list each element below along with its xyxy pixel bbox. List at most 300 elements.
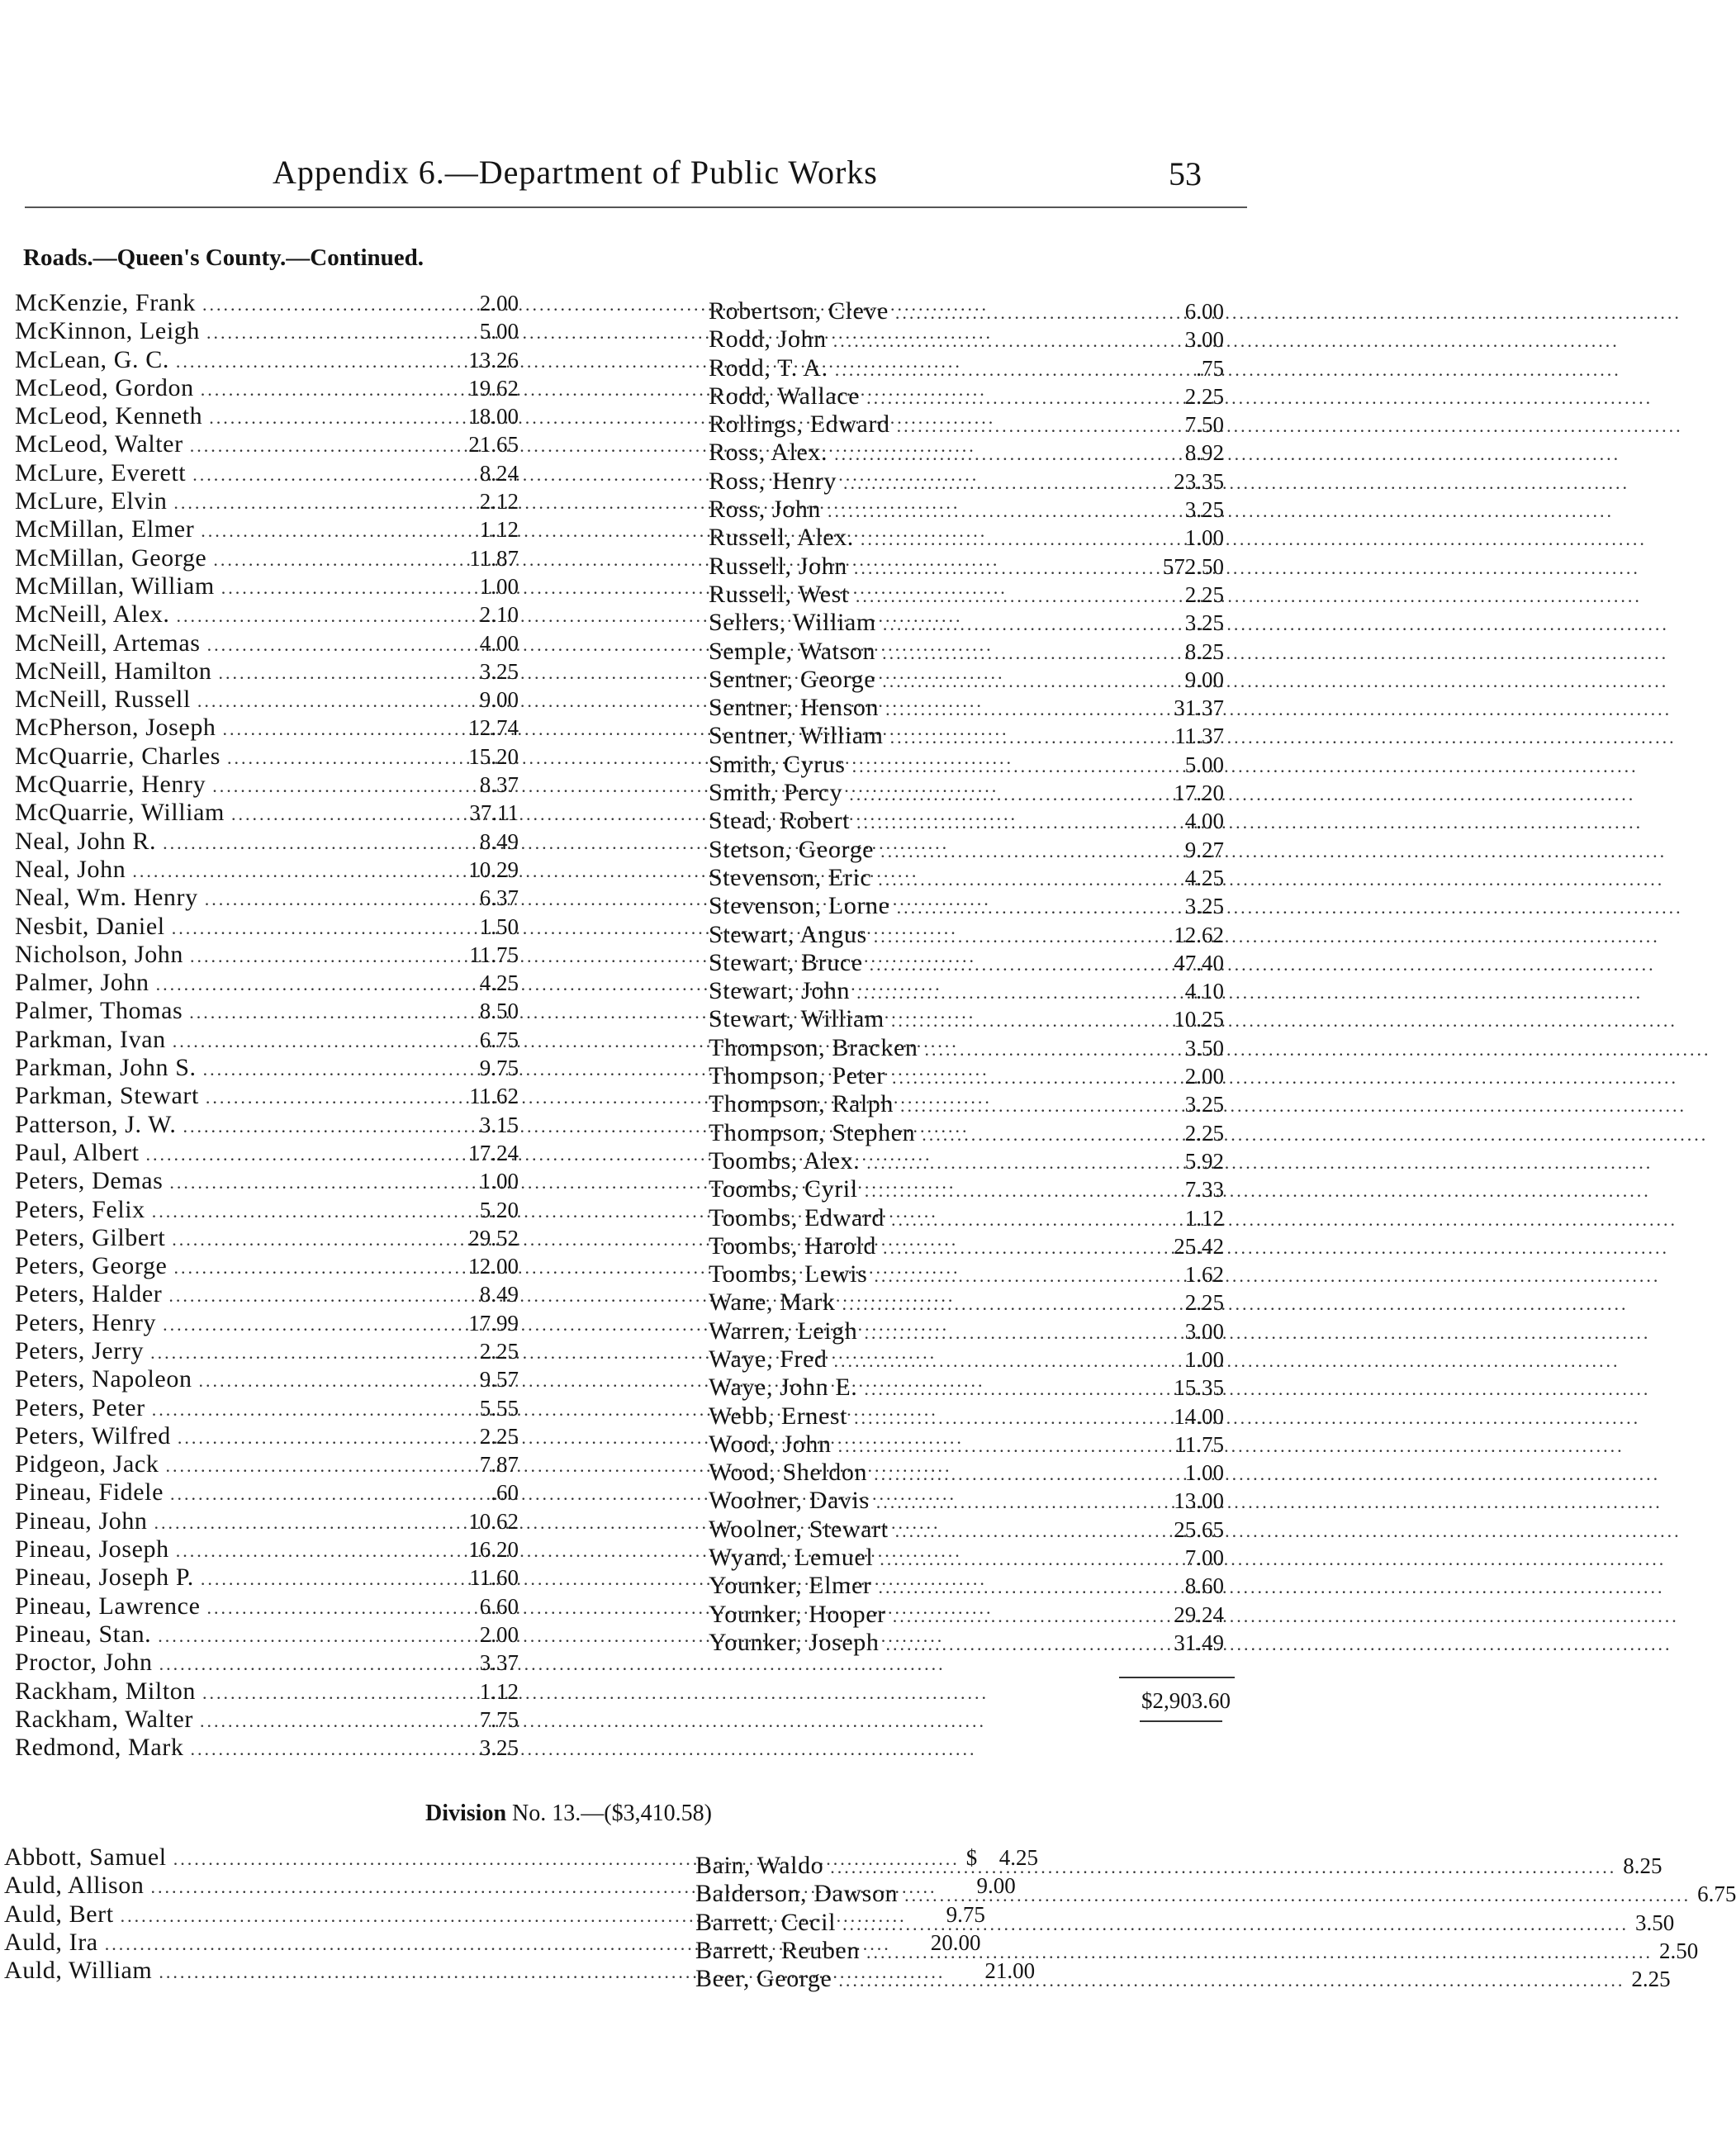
entry-name-wrap bbox=[709, 694, 1122, 724]
entry-name-wrap bbox=[15, 1280, 428, 1310]
dot-leader bbox=[866, 1942, 1653, 1962]
entry-amount: 1.12 bbox=[479, 1678, 519, 1704]
entry-name-wrap bbox=[15, 1026, 428, 1056]
entry-amount: 5.20 bbox=[479, 1197, 519, 1222]
entry-name: Younker, Joseph bbox=[709, 1628, 880, 1656]
entry-name-wrap bbox=[15, 515, 428, 545]
entry-name: Pineau, John bbox=[15, 1507, 148, 1535]
entry-name: McLure, Elvin bbox=[15, 487, 168, 515]
entry-name: Younker, Elmer bbox=[709, 1572, 872, 1600]
list-item bbox=[709, 807, 1237, 835]
entry-name-wrap bbox=[709, 496, 1122, 525]
list-item bbox=[15, 1563, 560, 1592]
entry-name-wrap bbox=[709, 1374, 1122, 1403]
entry-name: Rodd, Wallace bbox=[709, 382, 861, 410]
entry-amount: 2.50 bbox=[1658, 1938, 1699, 1963]
entry-amount: 10.62 bbox=[468, 1508, 519, 1534]
entry-name-wrap bbox=[709, 722, 1122, 752]
list-item bbox=[709, 1572, 1237, 1600]
list-item bbox=[709, 496, 1237, 524]
entry-amount: 3.25 bbox=[1184, 894, 1224, 919]
entry-name-wrap bbox=[709, 836, 1122, 866]
total-value: $2,903.60 bbox=[1141, 1688, 1231, 1713]
entry-amount: 23.35 bbox=[1174, 468, 1224, 494]
list-item bbox=[15, 1422, 560, 1450]
entry-name-wrap bbox=[709, 751, 1122, 781]
entry-name: Russell, West bbox=[709, 580, 849, 608]
list-item bbox=[709, 1062, 1237, 1090]
entry-name-wrap bbox=[15, 1734, 428, 1763]
entry-name: McKenzie, Frank bbox=[15, 289, 196, 316]
division-number: No. 13.—($3,410.58) bbox=[512, 1801, 712, 1826]
entry-name-wrap bbox=[15, 1139, 428, 1169]
entry-name: Peters, Jerry bbox=[15, 1336, 145, 1364]
entry-name-wrap bbox=[709, 1572, 1122, 1601]
list-item bbox=[709, 524, 1237, 552]
entry-amount: 15.35 bbox=[1174, 1375, 1224, 1401]
list-item bbox=[15, 743, 560, 771]
list-item bbox=[15, 1734, 560, 1762]
entry-amount: 8.50 bbox=[479, 999, 519, 1024]
entry-amount: 7.75 bbox=[479, 1706, 519, 1732]
entry-name-wrap bbox=[695, 1965, 1631, 1995]
list-item bbox=[15, 1337, 560, 1365]
entry-name: McPherson, Joseph bbox=[15, 714, 216, 742]
dot-leader bbox=[835, 356, 1621, 384]
entry-amount: 29.52 bbox=[468, 1225, 519, 1250]
entry-name-wrap bbox=[15, 430, 428, 460]
entry-amount: 8.49 bbox=[479, 1282, 519, 1307]
division-heading bbox=[425, 1801, 712, 1827]
dot-leader bbox=[856, 809, 1643, 837]
entry-amount: 16.20 bbox=[468, 1537, 519, 1563]
dot-leader bbox=[834, 1347, 1620, 1375]
header-rule bbox=[25, 206, 1247, 208]
list-item bbox=[709, 581, 1237, 609]
entry-name-wrap bbox=[15, 884, 428, 913]
list-item bbox=[709, 722, 1237, 750]
entry-name: Beer, George bbox=[695, 1965, 832, 1993]
entry-amount: 20.00 bbox=[930, 1929, 981, 1955]
entry-name-wrap bbox=[709, 1288, 1122, 1318]
entry-name: McMillan, William bbox=[15, 572, 215, 600]
entry-amount: 13.00 bbox=[1174, 1488, 1224, 1514]
entry-amount: 8.24 bbox=[479, 460, 519, 486]
entry-amount: 29.24 bbox=[1174, 1601, 1224, 1627]
entry-amount: 3.15 bbox=[479, 1112, 519, 1137]
entry-name: McLean, G. C. bbox=[15, 345, 169, 373]
entry-name: McKinnon, Leigh bbox=[15, 317, 200, 345]
entry-name: Barrett, Cecil bbox=[695, 1908, 837, 1936]
entry-name-wrap bbox=[15, 459, 428, 489]
list-item bbox=[709, 609, 1237, 637]
list-item bbox=[15, 374, 560, 402]
entry-amount: 19.62 bbox=[468, 375, 519, 401]
entry-name-wrap bbox=[695, 1909, 1635, 1938]
entry-name-wrap bbox=[15, 969, 428, 999]
entry-name: Stetson, George bbox=[709, 835, 875, 863]
entry-amount: 1.00 bbox=[479, 573, 519, 599]
dot-leader bbox=[922, 1121, 1708, 1149]
dot-leader bbox=[878, 866, 1664, 894]
entry-amount: 1.00 bbox=[1184, 525, 1224, 551]
list-item bbox=[709, 1260, 1237, 1288]
entry-name-wrap bbox=[709, 1345, 1122, 1375]
entry-name-wrap bbox=[695, 1937, 1659, 1967]
dot-leader bbox=[880, 837, 1667, 866]
entry-amount: 7.50 bbox=[1184, 412, 1224, 438]
entry-name-wrap bbox=[15, 1592, 428, 1622]
entry-name: Auld, Bert bbox=[4, 1900, 114, 1928]
entry-name-wrap bbox=[15, 1365, 428, 1395]
dot-leader bbox=[878, 1573, 1664, 1601]
entry-name: Patterson, J. W. bbox=[15, 1110, 177, 1138]
entry-amount: 11.62 bbox=[469, 1084, 519, 1109]
entry-amount: 5.00 bbox=[479, 319, 519, 344]
entry-name-wrap bbox=[15, 1563, 428, 1593]
dot-leader bbox=[864, 1375, 1650, 1403]
list-item bbox=[15, 1620, 560, 1649]
dot-leader bbox=[842, 1290, 1629, 1318]
entry-amount: 4.10 bbox=[1184, 979, 1224, 1004]
list-item bbox=[709, 892, 1237, 920]
entry-name-wrap bbox=[15, 1054, 428, 1084]
entry-name: Woolner, Davis bbox=[709, 1487, 870, 1515]
division-label: Division bbox=[425, 1801, 507, 1826]
entry-name: Wood, John bbox=[709, 1430, 832, 1458]
list-item bbox=[709, 779, 1237, 807]
entry-name: Toombs, Lewis bbox=[709, 1260, 868, 1288]
dot-leader bbox=[897, 412, 1683, 440]
list-item bbox=[15, 1082, 560, 1110]
list-item bbox=[15, 544, 560, 572]
dot-leader bbox=[895, 299, 1681, 327]
list-item bbox=[15, 1450, 560, 1478]
entry-amount: 25.42 bbox=[1174, 1233, 1224, 1259]
entry-name: McLure, Everett bbox=[15, 458, 187, 486]
entry-amount: 2.00 bbox=[479, 291, 519, 316]
entry-name: Nesbit, Daniel bbox=[15, 912, 165, 940]
dot-leader bbox=[883, 1234, 1669, 1262]
entry-name: Rollings, Edward bbox=[709, 410, 890, 439]
dot-leader bbox=[895, 1517, 1681, 1545]
entry-amount: 25.65 bbox=[1174, 1516, 1224, 1542]
list-item bbox=[709, 1345, 1237, 1374]
right-column bbox=[709, 297, 1237, 1657]
total-underline bbox=[1140, 1720, 1222, 1722]
entry-name-wrap bbox=[709, 297, 1122, 327]
entry-name: Peters, Felix bbox=[15, 1195, 145, 1223]
list-item bbox=[15, 714, 560, 742]
list-item bbox=[709, 297, 1237, 325]
list-item bbox=[15, 1196, 560, 1224]
entry-name: McNeill, Alex. bbox=[15, 600, 170, 629]
entry-amount: 3.25 bbox=[1184, 497, 1224, 523]
entry-amount: 17.20 bbox=[1174, 781, 1224, 806]
entry-name-wrap bbox=[15, 1196, 428, 1226]
list-item bbox=[15, 1394, 560, 1422]
entry-name: Stewart, Bruce bbox=[709, 948, 863, 976]
entry-amount: 4.25 bbox=[998, 1845, 1038, 1870]
entry-name: Auld, William bbox=[4, 1957, 153, 1985]
entry-amount: 7.00 bbox=[1184, 1545, 1224, 1571]
page-number: 53 bbox=[1169, 155, 1202, 192]
dot-leader bbox=[892, 1064, 1678, 1092]
left-column bbox=[15, 289, 560, 1762]
dot-leader bbox=[883, 610, 1669, 638]
dot-leader bbox=[893, 1602, 1679, 1630]
entry-amount: 31.49 bbox=[1174, 1630, 1224, 1655]
entry-amount: 13.26 bbox=[468, 347, 519, 372]
entry-name: Toombs, Cyril bbox=[709, 1175, 858, 1203]
list-item bbox=[709, 949, 1237, 977]
entry-name: Peters, Wilfred bbox=[15, 1421, 171, 1450]
list-item bbox=[15, 430, 560, 458]
dot-leader bbox=[190, 1735, 976, 1763]
entry-amount: 1.00 bbox=[1184, 1460, 1224, 1486]
list-item bbox=[15, 657, 560, 686]
entry-name: Thompson, Bracken bbox=[709, 1033, 918, 1061]
entry-name-wrap bbox=[695, 1852, 1623, 1881]
entry-name: Abbott, Samuel bbox=[4, 1843, 167, 1871]
entry-name-wrap bbox=[15, 686, 428, 715]
entry-amount: 1.00 bbox=[1184, 1346, 1224, 1372]
entry-name: Paul, Albert bbox=[15, 1138, 140, 1166]
dot-leader bbox=[842, 1914, 1629, 1934]
dot-leader bbox=[856, 979, 1643, 1007]
entry-amount: 8.92 bbox=[1184, 440, 1224, 466]
entry-name-wrap bbox=[709, 1431, 1122, 1460]
entry-amount: 2.25 bbox=[1184, 581, 1224, 607]
entry-name-wrap bbox=[15, 1507, 428, 1537]
list-item bbox=[15, 1309, 560, 1337]
entry-name-wrap bbox=[695, 1880, 1697, 1910]
list-item bbox=[15, 799, 560, 827]
entry-name: Wood, Sheldon bbox=[709, 1459, 868, 1487]
entry-name: Neal, John bbox=[15, 855, 126, 883]
dot-leader bbox=[833, 327, 1620, 355]
list-item bbox=[709, 921, 1237, 949]
list-item bbox=[695, 1852, 1662, 1880]
entry-name: Peters, Halder bbox=[15, 1280, 163, 1308]
list-item bbox=[15, 629, 560, 657]
entry-name-wrap bbox=[15, 1677, 428, 1707]
entry-name: Peters, Demas bbox=[15, 1167, 164, 1195]
entry-name: Stewart, William bbox=[709, 1005, 885, 1033]
dot-leader bbox=[834, 440, 1620, 468]
list-item bbox=[709, 977, 1237, 1005]
entry-amount: 31.37 bbox=[1174, 695, 1224, 721]
entry-name-wrap bbox=[709, 1204, 1122, 1234]
entry-name: Auld, Ira bbox=[4, 1928, 98, 1956]
entry-amount: 1.62 bbox=[1184, 1262, 1224, 1288]
entry-amount: 6.60 bbox=[479, 1593, 519, 1619]
entry-name-wrap bbox=[709, 949, 1122, 979]
entry-name: Pineau, Lawrence bbox=[15, 1592, 201, 1620]
entry-name-wrap bbox=[709, 553, 1122, 582]
entry-amount: 3.25 bbox=[479, 658, 519, 684]
list-item bbox=[709, 1175, 1237, 1203]
entry-name-wrap bbox=[709, 1402, 1122, 1432]
entry-name: Peters, Napoleon bbox=[15, 1365, 192, 1393]
entry-name: Wyand, Lemuel bbox=[709, 1544, 874, 1572]
entry-amount: 6.00 bbox=[1184, 299, 1224, 324]
entry-amount: 10.25 bbox=[1174, 1007, 1224, 1032]
entry-amount: 9.75 bbox=[479, 1056, 519, 1081]
entry-name: Rackham, Milton bbox=[15, 1677, 196, 1705]
dot-leader bbox=[838, 1970, 1625, 1991]
dot-leader bbox=[882, 667, 1668, 695]
entry-amount: 37.11 bbox=[469, 800, 519, 826]
list-item bbox=[709, 1204, 1237, 1232]
entry-amount: 4.25 bbox=[1184, 865, 1224, 890]
entry-name: McLeod, Gordon bbox=[15, 373, 194, 401]
dot-leader bbox=[866, 384, 1653, 412]
entry-amount: 4.00 bbox=[1184, 809, 1224, 834]
dot-leader bbox=[864, 1319, 1650, 1347]
entry-name: Waye, Fred bbox=[709, 1345, 828, 1373]
list-item bbox=[709, 1431, 1237, 1459]
entry-name-wrap bbox=[709, 921, 1122, 951]
dot-leader bbox=[874, 923, 1660, 951]
dot-leader bbox=[856, 582, 1642, 610]
entry-name-wrap bbox=[709, 1147, 1122, 1177]
list-item bbox=[709, 467, 1237, 496]
entry-amount: 3.50 bbox=[1184, 1035, 1224, 1061]
entry-name-wrap bbox=[709, 1005, 1122, 1035]
list-item bbox=[709, 382, 1237, 410]
list-item bbox=[709, 1374, 1237, 1402]
entry-amount: 2.25 bbox=[1184, 383, 1224, 409]
entry-name: McQuarrie, Charles bbox=[15, 742, 221, 770]
entry-amount: 1.12 bbox=[1184, 1205, 1224, 1231]
list-item bbox=[15, 771, 560, 799]
entry-amount: 11.75 bbox=[1174, 1431, 1224, 1457]
entry-name: Pineau, Stan. bbox=[15, 1620, 152, 1648]
list-item bbox=[695, 1965, 1671, 1993]
dot-leader bbox=[838, 1432, 1625, 1460]
entry-amount: 2.00 bbox=[1184, 1064, 1224, 1089]
list-item bbox=[15, 1280, 560, 1308]
entry-name: Pidgeon, Jack bbox=[15, 1450, 159, 1478]
entry-amount: 3.50 bbox=[1635, 1910, 1675, 1935]
dot-leader bbox=[891, 1007, 1677, 1035]
list-item bbox=[709, 1005, 1237, 1033]
entry-amount: 2.25 bbox=[1631, 1967, 1671, 1992]
entry-name: Russell, John bbox=[709, 552, 847, 580]
entry-name-wrap bbox=[15, 1082, 428, 1112]
entry-name-wrap bbox=[709, 1034, 1122, 1064]
entry-amount: 5.92 bbox=[1184, 1148, 1224, 1174]
entry-name: McMillan, Elmer bbox=[15, 515, 195, 543]
list-item bbox=[709, 1034, 1237, 1062]
list-item bbox=[709, 1147, 1237, 1175]
entry-name: Rodd, T. A. bbox=[709, 354, 828, 382]
entry-name-wrap bbox=[709, 1232, 1122, 1262]
list-item bbox=[15, 686, 560, 714]
list-item bbox=[15, 1535, 560, 1563]
entry-name-wrap bbox=[15, 1224, 428, 1254]
entry-name-wrap bbox=[709, 1629, 1122, 1658]
entry-amount: 21.00 bbox=[984, 1958, 1036, 1984]
list-item bbox=[15, 1649, 560, 1677]
entry-amount: 2.12 bbox=[479, 489, 519, 515]
entry-amount: 7.33 bbox=[1184, 1177, 1224, 1203]
list-item bbox=[709, 1459, 1237, 1487]
entry-name-wrap bbox=[15, 1394, 428, 1424]
entry-amount: 7.87 bbox=[479, 1452, 519, 1478]
list-item bbox=[15, 969, 560, 997]
list-item bbox=[709, 1402, 1237, 1431]
dot-leader bbox=[849, 781, 1635, 809]
entry-name-wrap bbox=[15, 289, 428, 319]
entry-name: Nicholson, John bbox=[15, 940, 183, 968]
entry-name: Warren, Leigh bbox=[709, 1317, 858, 1345]
entry-name: Toombs, Harold bbox=[709, 1231, 876, 1260]
entry-amount: 9.75 bbox=[946, 1901, 985, 1927]
dot-leader bbox=[924, 1036, 1710, 1064]
entry-name: Ross, Henry bbox=[709, 467, 837, 495]
entry-name-wrap bbox=[15, 1309, 428, 1339]
list-item bbox=[15, 1365, 560, 1393]
entry-amount: 4.00 bbox=[479, 630, 519, 656]
entry-name: McNeill, Artemas bbox=[15, 629, 201, 657]
entry-name: Waye, John E. bbox=[709, 1374, 858, 1402]
entry-name: McLeod, Kenneth bbox=[15, 402, 203, 430]
entry-name-wrap bbox=[709, 581, 1122, 610]
division-right-column bbox=[695, 1852, 1736, 1993]
list-item bbox=[15, 884, 560, 912]
entry-name: Smith, Cyrus bbox=[709, 750, 846, 778]
entry-name-wrap bbox=[709, 779, 1122, 809]
entry-name-wrap bbox=[15, 487, 428, 517]
entry-name: Pineau, Joseph bbox=[15, 1535, 169, 1563]
dot-leader bbox=[874, 1460, 1660, 1488]
entry-name-wrap bbox=[15, 346, 428, 376]
entry-amount: 12.00 bbox=[468, 1254, 519, 1279]
entry-name: Stewart, John bbox=[709, 977, 851, 1005]
entry-amount: 10.29 bbox=[468, 856, 519, 882]
entry-name-wrap bbox=[709, 1544, 1122, 1573]
entry-amount: 6.75 bbox=[479, 1027, 519, 1052]
entry-name-wrap bbox=[15, 714, 428, 743]
entry-name: Pineau, Joseph P. bbox=[15, 1563, 194, 1592]
list-item bbox=[15, 487, 560, 515]
entry-amount: 9.00 bbox=[976, 1873, 1016, 1899]
list-item bbox=[709, 1232, 1237, 1260]
list-item bbox=[15, 1111, 560, 1139]
entry-name-wrap bbox=[709, 1601, 1122, 1630]
list-item bbox=[709, 354, 1237, 382]
entry-name: Proctor, John bbox=[15, 1649, 153, 1677]
list-item bbox=[709, 694, 1237, 722]
entry-name: Thompson, Peter bbox=[709, 1062, 885, 1090]
list-item bbox=[709, 410, 1237, 439]
list-item bbox=[709, 1090, 1237, 1118]
entry-name: Semple, Watson bbox=[709, 637, 876, 665]
entry-name-wrap bbox=[709, 892, 1122, 922]
list-item bbox=[15, 515, 560, 543]
entry-name-wrap bbox=[709, 1090, 1122, 1120]
dot-leader bbox=[202, 1679, 989, 1707]
entry-name-wrap bbox=[15, 913, 428, 942]
entry-amount: 3.25 bbox=[1184, 1092, 1224, 1117]
entry-name: Peters, George bbox=[15, 1252, 168, 1280]
entry-name-wrap bbox=[15, 1422, 428, 1452]
entry-name-wrap bbox=[709, 1317, 1122, 1347]
list-item bbox=[15, 572, 560, 600]
entry-name: Stevenson, Eric bbox=[709, 863, 872, 891]
